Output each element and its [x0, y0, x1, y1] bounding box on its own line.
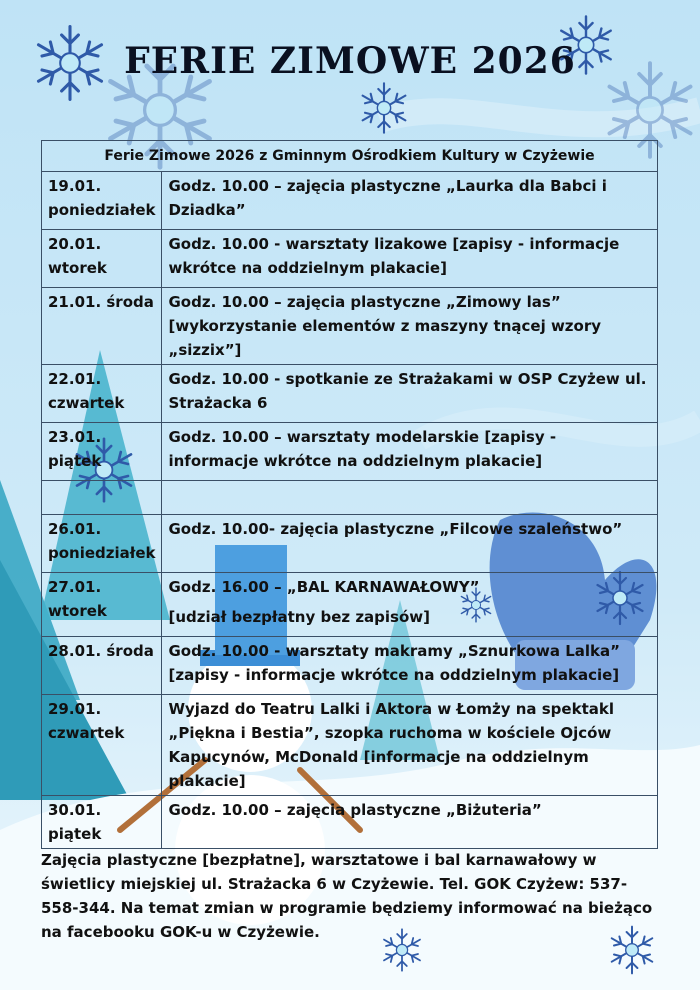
table-row: [42, 637, 658, 695]
event-cell: Godz. 10.00 - spotkanie ze Strażakami w OSP Czyżew ul. Strażacka 6: [162, 365, 658, 423]
day-cell: 20.01. wtorek: [42, 230, 162, 288]
event-cell: Godz. 10.00 - warsztaty makramy „Sznurkowa Lalka” [zapisy - informacje wkrótce na oddzielnym plakacie]: [162, 637, 658, 695]
table-row: [42, 230, 658, 288]
table-row: [42, 365, 658, 423]
footer-info: Zajęcia plastyczne [bezpłatne], warsztatowe i bal karnawałowy w świetlicy miejskiej ul. Strażacka 6 w Czyżewie. Tel. GOK Czyżew: 537-558-344. Na temat zmian w programie będziemy informować na bieżąco na facebooku GOK-u w Czyżewie.: [41, 851, 653, 941]
table-row: [42, 288, 658, 365]
schedule-table: [41, 140, 658, 849]
table-row: [42, 515, 658, 573]
event-cell: [162, 573, 658, 637]
event-cell: Godz. 10.00 – warsztaty modelarskie [zapisy - informacje wkrótce na oddzielnym plakacie]: [162, 423, 658, 481]
day-cell: 26.01. poniedziałek: [42, 515, 162, 573]
day-cell-empty: [42, 481, 162, 515]
event-cell: Godz. 10.00- zajęcia plastyczne „Filcowe szaleństwo”: [162, 515, 658, 573]
event-cell: Godz. 10.00 – zajęcia plastyczne „Zimowy las” [wykorzystanie elementów z maszyny tnącej wzory „sizzix”]: [162, 288, 658, 365]
page-title: FERIE ZIMOWE 2026: [124, 40, 576, 82]
event-cell: Godz. 10.00 – zajęcia plastyczne „Laurka dla Babci i Dziadka”: [162, 172, 658, 230]
event-cell-empty: [162, 481, 658, 515]
day-cell: 30.01. piątek: [42, 796, 162, 849]
table-row: [42, 695, 658, 796]
event-line: Godz. 16.00 – „BAL KARNAWAŁOWY”: [168, 578, 480, 596]
day-cell: 27.01. wtorek: [42, 573, 162, 637]
day-cell: 21.01. środa: [42, 288, 162, 365]
event-cell: Godz. 10.00 - warsztaty lizakowe [zapisy - informacje wkrótce na oddzielnym plakacie]: [162, 230, 658, 288]
day-cell: 22.01. czwartek: [42, 365, 162, 423]
event-note: [udział bezpłatny bez zapisów]: [168, 608, 430, 626]
table-row: [42, 423, 658, 481]
day-cell: 29.01. czwartek: [42, 695, 162, 796]
event-cell: Wyjazd do Teatru Lalki i Aktora w Łomży na spektakl „Piękna i Bestia”, szopka ruchoma w kościele Ojców Kapucynów, McDonald [informacje na oddzielnym plakacie]: [162, 695, 658, 796]
event-cell: Godz. 10.00 – zajęcia plastyczne „Biżuteria”: [162, 796, 658, 849]
table-row: [42, 573, 658, 637]
day-cell: 28.01. środa: [42, 637, 162, 695]
table-heading-row: [42, 141, 658, 172]
table-heading: Ferie Zimowe 2026 z Gminnym Ośrodkiem Kultury w Czyżewie: [42, 141, 658, 172]
table-row: [42, 172, 658, 230]
day-cell: 23.01. piątek: [42, 423, 162, 481]
table-row: [42, 796, 658, 849]
table-row-empty: [42, 481, 658, 515]
day-cell: 19.01. poniedziałek: [42, 172, 162, 230]
